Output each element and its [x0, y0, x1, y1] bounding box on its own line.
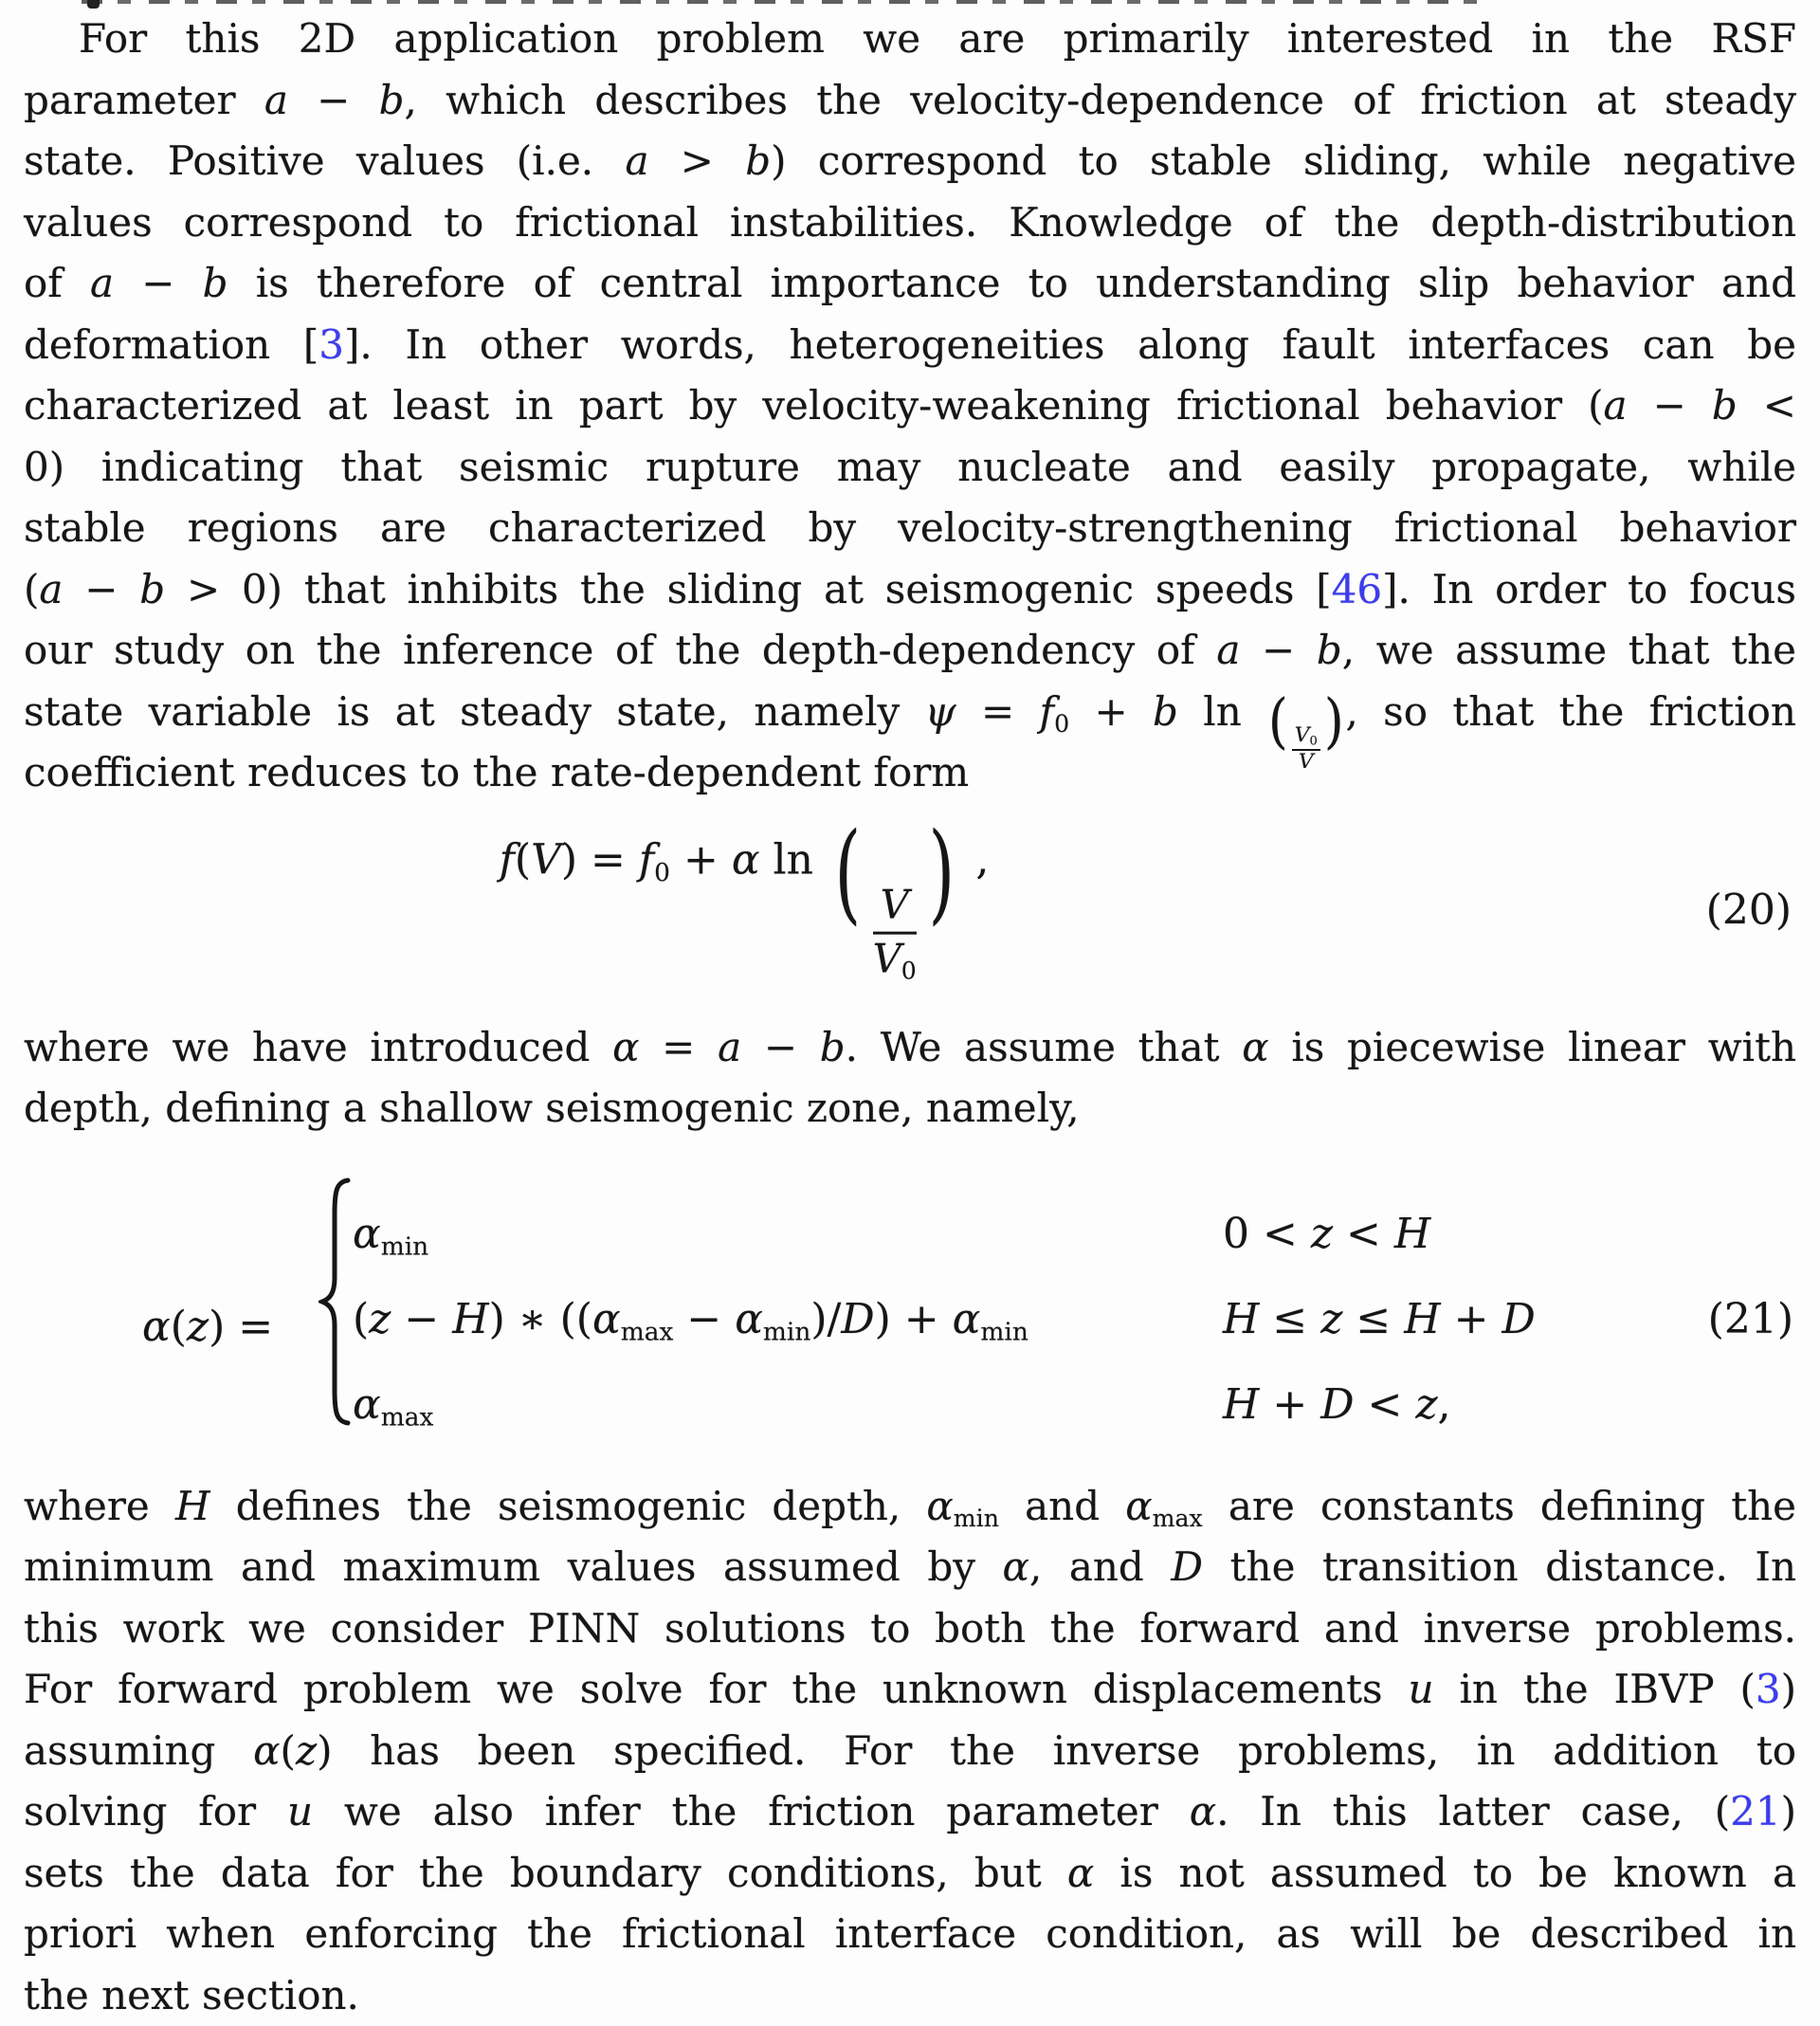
subscript: 0: [901, 957, 917, 984]
text-segment: (: [353, 1295, 369, 1343]
math-variable: H: [175, 1483, 210, 1529]
text-segment: values correspond to frictional instabilities. Knowledge of the depth-distribution: [24, 199, 1796, 246]
text-segment: +: [1259, 1380, 1320, 1429]
equation-20: [0, 804, 1820, 1017]
text-segment: of: [24, 260, 90, 306]
math-variable: V: [1295, 723, 1310, 747]
text-segment: −: [1628, 382, 1712, 429]
math-variable: α: [253, 1727, 280, 1774]
text-line: [24, 192, 1796, 254]
math-variable: a: [90, 260, 114, 306]
math-variable: D: [1171, 1543, 1203, 1590]
text-segment: state variable is at steady state, namely: [24, 688, 925, 735]
text-segment: , we assume that the: [1342, 627, 1796, 673]
paragraph-intro-rsf: [0, 0, 1820, 804]
math-variable: H: [1404, 1295, 1440, 1343]
text-segment: +: [670, 836, 732, 885]
equation-20-math: f(V) = f0 + α ln ( $\frac{V}{V0}$ ) ,: [0, 836, 1654, 985]
text-segment: defines the seismogenic depth,: [210, 1483, 927, 1529]
math-variable: b: [745, 137, 771, 184]
math-variable: z: [296, 1727, 317, 1774]
text-segment: assuming: [24, 1727, 253, 1774]
math-variable: ψ: [925, 688, 956, 735]
paragraph-pinn-problems: [0, 1476, 1820, 2026]
case-expression: [353, 1277, 1028, 1375]
math-variable: α: [1242, 1024, 1268, 1070]
text-line: [24, 1965, 1796, 2026]
case-condition: [1223, 1277, 1536, 1362]
text-segment: ]. In order to focus: [1382, 566, 1796, 612]
math-variable: b: [1712, 382, 1738, 429]
text-segment: −: [391, 1295, 452, 1343]
math-variable: b: [379, 77, 405, 123]
text-segment: ) ∗ ((: [489, 1295, 592, 1343]
text-segment: ) +: [875, 1295, 953, 1343]
text-segment: and: [999, 1483, 1125, 1529]
reference-link[interactable]: 21: [1730, 1788, 1780, 1834]
text-segment: in the IBVP (: [1434, 1666, 1756, 1712]
text-segment: . We assume that: [846, 1024, 1243, 1070]
math-variable: H: [1223, 1380, 1259, 1429]
text-line: [24, 1843, 1796, 1905]
fraction: [873, 883, 917, 984]
math-variable: V: [881, 881, 909, 927]
text-segment: 0 <: [1223, 1210, 1311, 1258]
math-variable: V: [1299, 750, 1314, 774]
text-line: [24, 1721, 1796, 1782]
text-line: [24, 1659, 1796, 1721]
text-line: [24, 1017, 1796, 1079]
text-segment: +: [1069, 688, 1153, 735]
math-variable: α: [926, 1483, 953, 1529]
math-variable: b: [820, 1024, 846, 1070]
text-segment: is not assumed to be known a: [1094, 1850, 1796, 1896]
math-variable: α: [1067, 1850, 1094, 1896]
math-variable: V: [873, 935, 901, 981]
text-segment: >: [649, 137, 746, 184]
subscript: min: [954, 1505, 999, 1532]
text-line: [24, 1078, 1796, 1140]
math-variable: a: [39, 566, 63, 612]
text-segment: where we have introduced: [24, 1024, 612, 1070]
text-line: [24, 742, 1796, 804]
text-line: [24, 1476, 1796, 1538]
math-variable: u: [1408, 1666, 1433, 1712]
text-segment: state. Positive values (i.e.: [24, 137, 625, 184]
text-segment: =: [639, 1024, 718, 1070]
text-segment: ≤: [1342, 1295, 1404, 1343]
math-variable: z: [1415, 1380, 1437, 1429]
text-segment: −: [1240, 627, 1316, 673]
text-segment: −: [741, 1024, 820, 1070]
text-segment: stable regions are characterized by velocity-strengthening frictional behavior: [24, 504, 1796, 551]
case-expression: [353, 1362, 433, 1460]
text-line: [24, 1781, 1796, 1843]
text-segment: the transition distance. In: [1203, 1543, 1796, 1590]
math-variable: f: [1040, 688, 1055, 735]
text-segment: For this 2D application problem we are primarily interested in the RSF: [79, 15, 1796, 62]
equation-21-number: (21): [1708, 1277, 1793, 1362]
text-segment: minimum and maximum values assumed by: [24, 1543, 1003, 1590]
math-variable: α: [612, 1024, 639, 1070]
text-segment: solving for: [24, 1788, 287, 1834]
subscript: max: [381, 1402, 434, 1432]
math-variable: α: [592, 1295, 621, 1343]
text-segment: parameter: [24, 77, 264, 123]
text-segment: ≤: [1259, 1295, 1320, 1343]
text-segment: characterized at least in part by velocity-weakening frictional behavior (: [24, 382, 1604, 429]
math-variable: a: [264, 77, 288, 123]
text-segment: ) correspond to stable sliding, while negative: [771, 137, 1796, 184]
fraction-denominator: [1299, 751, 1314, 774]
reference-link[interactable]: 3: [1756, 1666, 1781, 1712]
text-segment: . In this latter case, (: [1216, 1788, 1730, 1834]
math-variable: z: [369, 1295, 391, 1343]
subscript: max: [621, 1317, 674, 1346]
math-variable: a: [1216, 627, 1240, 673]
equation-21-case-row: [0, 1192, 1820, 1277]
text-segment: ): [1781, 1666, 1796, 1712]
text-line: [24, 437, 1796, 499]
math-variable: z: [1311, 1210, 1333, 1258]
math-variable: H: [1394, 1210, 1430, 1258]
text-line: [24, 498, 1796, 559]
text-segment: )/: [810, 1295, 841, 1343]
text-line: [24, 253, 1796, 315]
equation-21-case-row: [0, 1362, 1820, 1448]
equation-21: [0, 1140, 1820, 1476]
math-variable: α: [142, 1303, 171, 1351]
text-segment: −: [63, 566, 139, 612]
text-segment: , which describes the velocity-dependence of friction at steady: [404, 77, 1796, 123]
math-variable: α: [1003, 1543, 1029, 1590]
text-segment: our study on the inference of the depth-dependency of: [24, 627, 1216, 673]
equation-20-number: (20): [1706, 886, 1792, 935]
math-variable: α: [1125, 1483, 1152, 1529]
math-variable: H: [452, 1295, 488, 1343]
math-variable: α: [735, 1295, 763, 1343]
equation-21-case-row: [0, 1277, 1820, 1362]
math-variable: D: [1502, 1295, 1535, 1343]
case-condition: [1223, 1192, 1430, 1277]
math-variable: α: [353, 1210, 381, 1258]
text-segment: , and: [1029, 1543, 1171, 1590]
text-line: [24, 1537, 1796, 1598]
text-segment: ]. In other words, heterogeneities along fault interfaces can be: [344, 321, 1796, 368]
math-variable: D: [841, 1295, 874, 1343]
text-segment: this work we consider PINN solutions to both the forward and inverse problems.: [24, 1605, 1796, 1652]
math-variable: D: [1320, 1380, 1354, 1429]
text-segment: −: [114, 260, 203, 306]
text-segment: priori when enforcing the frictional interface condition, as will be described in: [24, 1910, 1796, 1957]
text-line: [24, 1598, 1796, 1660]
text-segment: (: [515, 836, 531, 885]
math-variable: u: [287, 1788, 313, 1834]
subscript: min: [381, 1232, 428, 1261]
text-segment: are constants defining the: [1203, 1483, 1796, 1529]
math-variable: α: [953, 1295, 981, 1343]
text-segment: 0) indicating that seismic rupture may nucleate and easily propagate, while: [24, 444, 1796, 490]
text-line: [24, 620, 1796, 682]
text-segment: , so that the friction: [1345, 688, 1796, 735]
text-segment: +: [1441, 1295, 1502, 1343]
subscript: max: [1153, 1505, 1203, 1532]
text-segment: (: [281, 1727, 296, 1774]
text-line: [24, 682, 1796, 743]
math-variable: b: [1153, 688, 1178, 735]
text-line: [24, 9, 1796, 70]
math-variable: H: [1223, 1295, 1259, 1343]
math-variable: f: [639, 836, 654, 885]
text-line: [24, 559, 1796, 621]
text-line: [24, 1904, 1796, 1965]
text-segment: ln: [760, 836, 827, 885]
text-segment: the next section.: [24, 1972, 359, 2018]
math-variable: V: [531, 836, 561, 885]
fraction-numerator: [1292, 725, 1320, 751]
text-segment: For forward problem we solve for the unknown displacements: [24, 1666, 1408, 1712]
big-parenthesis: ): [1324, 691, 1344, 751]
text-segment: deformation [: [24, 321, 318, 368]
subscript: 0: [1054, 710, 1069, 738]
math-variable: b: [203, 260, 228, 306]
text-segment: ) =: [209, 1303, 273, 1351]
text-segment: we also infer the friction parameter: [313, 1788, 1190, 1834]
math-variable: f: [500, 836, 515, 885]
paragraph-alpha-definition: [0, 1017, 1820, 1140]
math-variable: α: [1190, 1788, 1216, 1834]
math-variable: a: [1604, 382, 1628, 429]
math-variable: a: [625, 137, 648, 184]
math-variable: z: [1320, 1295, 1342, 1343]
subscript: 0: [654, 858, 670, 887]
subscript: min: [980, 1317, 1028, 1346]
text-segment: is piecewise linear with: [1269, 1024, 1796, 1070]
text-segment: where: [24, 1483, 175, 1529]
text-segment: > 0) that inhibits the sliding at seismogenic speeds [: [165, 566, 1332, 612]
fraction-numerator: [873, 883, 917, 934]
math-variable: z: [187, 1303, 209, 1351]
text-line: [24, 131, 1796, 192]
subscript: 0: [1310, 735, 1318, 749]
text-segment: ,: [1438, 1380, 1451, 1429]
text-segment: <: [1355, 1380, 1416, 1429]
math-variable: a: [718, 1024, 741, 1070]
text-segment: −: [288, 77, 379, 123]
big-parenthesis: (: [1268, 691, 1288, 751]
text-segment: ): [1781, 1788, 1796, 1834]
text-segment: ln: [1178, 688, 1266, 735]
cropped-previous-line-fragment: [82, 0, 1479, 4]
text-segment: depth, defining a shallow seismogenic zone, namely,: [24, 1085, 1080, 1131]
math-variable: b: [1317, 627, 1342, 673]
reference-link[interactable]: 46: [1332, 566, 1382, 612]
reference-link[interactable]: 3: [318, 321, 344, 368]
case-condition: [1223, 1362, 1451, 1448]
cropped-previous-line-fragment: [87, 0, 100, 9]
case-expression: [353, 1192, 428, 1289]
text-line: [24, 70, 1796, 132]
text-segment: ,: [962, 836, 989, 885]
text-segment: (: [171, 1303, 187, 1351]
text-segment: <: [1333, 1210, 1394, 1258]
text-segment: ) =: [561, 836, 639, 885]
subscript: min: [763, 1317, 810, 1346]
math-variable: α: [353, 1380, 381, 1429]
text-segment: sets the data for the boundary conditions, but: [24, 1850, 1067, 1896]
text-segment: coefficient reduces to the rate-dependent form: [24, 749, 969, 795]
math-variable: b: [139, 566, 165, 612]
text-segment: is therefore of central importance to understanding slip behavior and: [228, 260, 1796, 306]
text-segment: −: [673, 1295, 735, 1343]
math-variable: α: [732, 836, 760, 885]
fraction-denominator: [873, 934, 917, 984]
text-segment: ) has been specified. For the inverse problems, in addition to: [317, 1727, 1796, 1774]
text-line: [24, 315, 1796, 376]
text-segment: <: [1738, 382, 1796, 429]
text-line: [24, 375, 1796, 437]
text-segment: =: [956, 688, 1040, 735]
fraction: [1292, 725, 1320, 774]
text-segment: (: [24, 566, 39, 612]
